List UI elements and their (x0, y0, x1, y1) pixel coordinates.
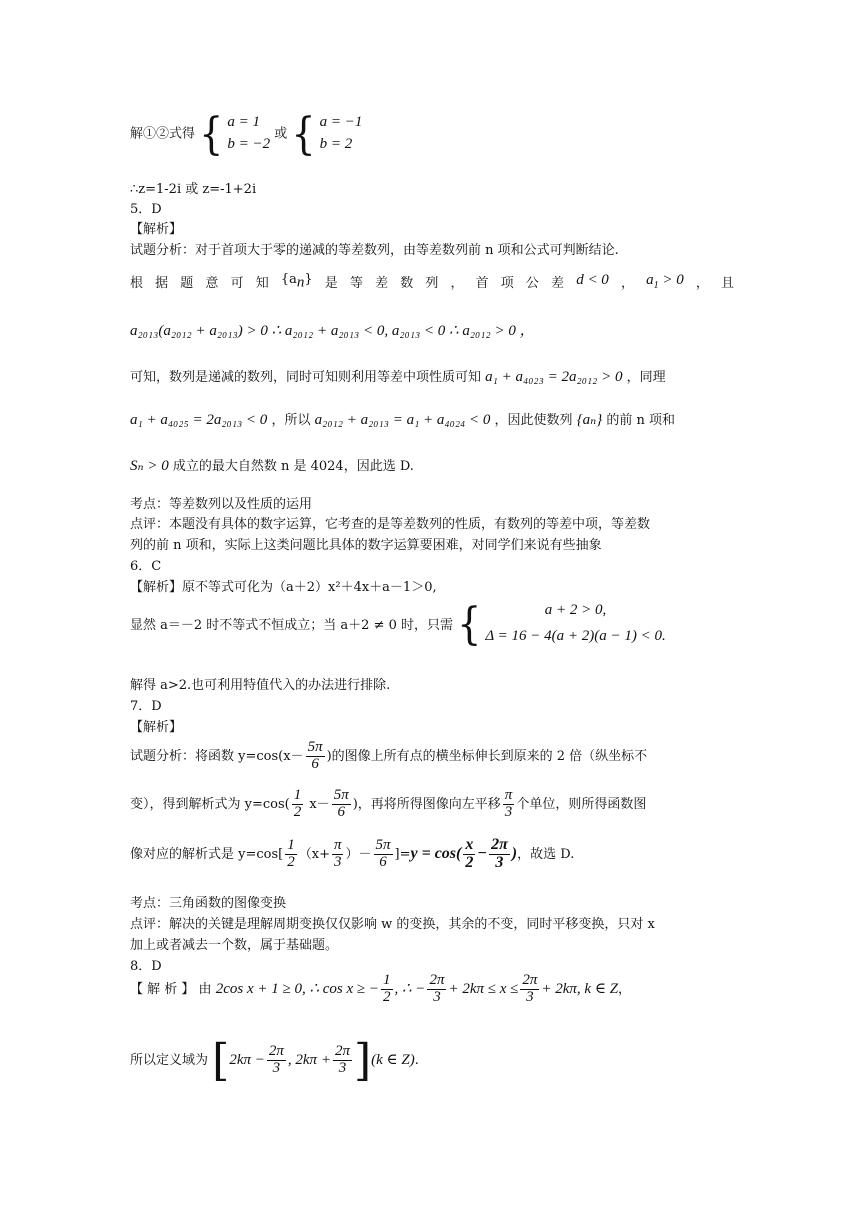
document-page (130, 0, 734, 1216)
q7-dianping-1: 点评：解决的关键是理解周期变换仅仅影响 w 的变换，其余的不变，同时平移变换，只对 x (130, 917, 655, 932)
q5-dianping-1: 点评：本题没有具体的数字运算，它考查的是等差数列的性质，有数列的等差中项，等差数 (130, 517, 651, 532)
solution-prefix: 解①②式得 (130, 126, 196, 142)
q5-line4: a₁ + a₄₀₂₅ = 2a₂₀₁₃ < 0 ，所以 a₂₀₁₂ + a₂₀₁₃ = a₁ + a₄₀₂₄ < 0 ，因此使数列 {aₙ} 的前 n 项和 (130, 412, 676, 428)
solution-system-line (130, 108, 363, 160)
q6-header: 6．C (130, 559, 162, 574)
system-b-row1: a = −1 (319, 114, 363, 130)
system-b-row2: b = 2 (319, 135, 353, 152)
q6-line2: 显然 a＝－2 时不等式不恒成立；当 a＋2 ≠ 0 时，只需 { a + 2 > 0, Δ = 16 − 4(a + 2)(a − 1) < 0. (130, 598, 666, 649)
q7-header: 7．D (130, 699, 162, 714)
q6-line1: 【解析】原不等式可化为（a＋2）x²＋4x＋a－1＞0, (130, 580, 437, 595)
system-a-row2: b = −2 (227, 135, 271, 152)
q5-header: 5．D (130, 202, 162, 217)
q5-analysis: 试题分析：对于首项大于零的递减的等差数列，由等差数列前 n 项和公式可判断结论. (130, 243, 619, 258)
q5-kaodian: 考点：等差数列以及性质的运用 (130, 497, 313, 512)
conclusion-line: ∴z=1-2i 或 z=-1+2i (130, 182, 257, 197)
q8-line1: 【 解 析 】 由 2cos x + 1 ≥ 0, ∴ cos x ≥ − $\frac{1}{2}$ , ∴ − $\frac{2\pi}{3}$ + 2kπ ≤ x ≤ $\frac{2\pi}{3}$ + 2kπ, k ∈ Z， (130, 972, 632, 1005)
q7-jiexi: 【解析】 (130, 720, 183, 735)
q7-result: y = cos( $\frac{x}{2}$ − $\frac{2\pi}{3}$ ) (410, 836, 518, 871)
q7-kaodian: 考点：三角函数的图像变换 (130, 896, 287, 911)
q7-line2: 变），得到解析式为 y=cos( $\frac{1}{2}$ x－ $\frac{5\pi}{6}$ )，再将所得图像向左平移 $\frac{\pi}{3}$ 个单位，则所得函数图 (130, 787, 647, 820)
system-b: { a = −1 b = 2 (291, 108, 363, 160)
q7-dianping-2: 加上或者减去一个数，属于基础题。 (130, 938, 339, 953)
system-a-row1: a = 1 (227, 114, 260, 130)
system-a: { a = 1 b = −2 (199, 108, 271, 160)
q7-line1: 试题分析：将函数 y=cos(x－ $\frac{5\pi}{6}$ )的图像上所有点的横坐标伸长到原来的 2 倍（纵坐标不 (130, 739, 648, 772)
q5-line2: a₂₀₁₃(a₂₀₁₂ + a₂₀₁₃) > 0 ∴ a₂₀₁₂ + a₂₀₁₃ < 0, a₂₀₁₃ < 0 ∴ a₂₀₁₂ > 0 ， (130, 323, 535, 339)
q5-jiexi: 【解析】 (130, 222, 183, 237)
q7-line3: 像对应的解析式是 y=cos[ $\frac{1}{2}$ （x+ $\frac{\pi}{3}$ ）－ $\frac{5\pi}{6}$ ]=y = cos( $\frac{x}{2}$ − $\frac{2\pi}{3}$ )，故选 D. (130, 836, 575, 871)
q5-line3: 可知，数列是递减的数列，同时可知则利用等差中项性质可知 a₁ + a₄₀₂₃ = 2a₂₀₁₂ > 0 ，同理 (130, 369, 666, 385)
or-text: 或 (274, 126, 288, 142)
q6-line3: 解得 a>2.也可利用特值代入的办法进行排除. (130, 678, 391, 693)
q5-dianping-2: 列的前 n 项和，实际上这类问题比具体的数字运算要困难，对同学们来说有些抽象 (130, 538, 602, 553)
q5-line5: Sₙ > 0 成立的最大自然数 n 是 4024，因此选 D. (130, 458, 414, 474)
q6-system: { a + 2 > 0, Δ = 16 − 4(a + 2)(a − 1) < 0. (457, 598, 666, 649)
q8-line2: 所以定义域为 [2kπ − $\frac{2\pi}{3}$ , 2kπ + $\frac{2\pi}{3}$ ](k ∈ Z). (130, 1035, 419, 1086)
q5-line1: 根 据 题 意 可 知 $\{a_n\}$ 是 等 差 数 列 ， 首 项 公 差 d < 0 ， $a_1 > 0$ ， 且 (130, 272, 734, 291)
q8-header: 8．D (130, 959, 162, 974)
